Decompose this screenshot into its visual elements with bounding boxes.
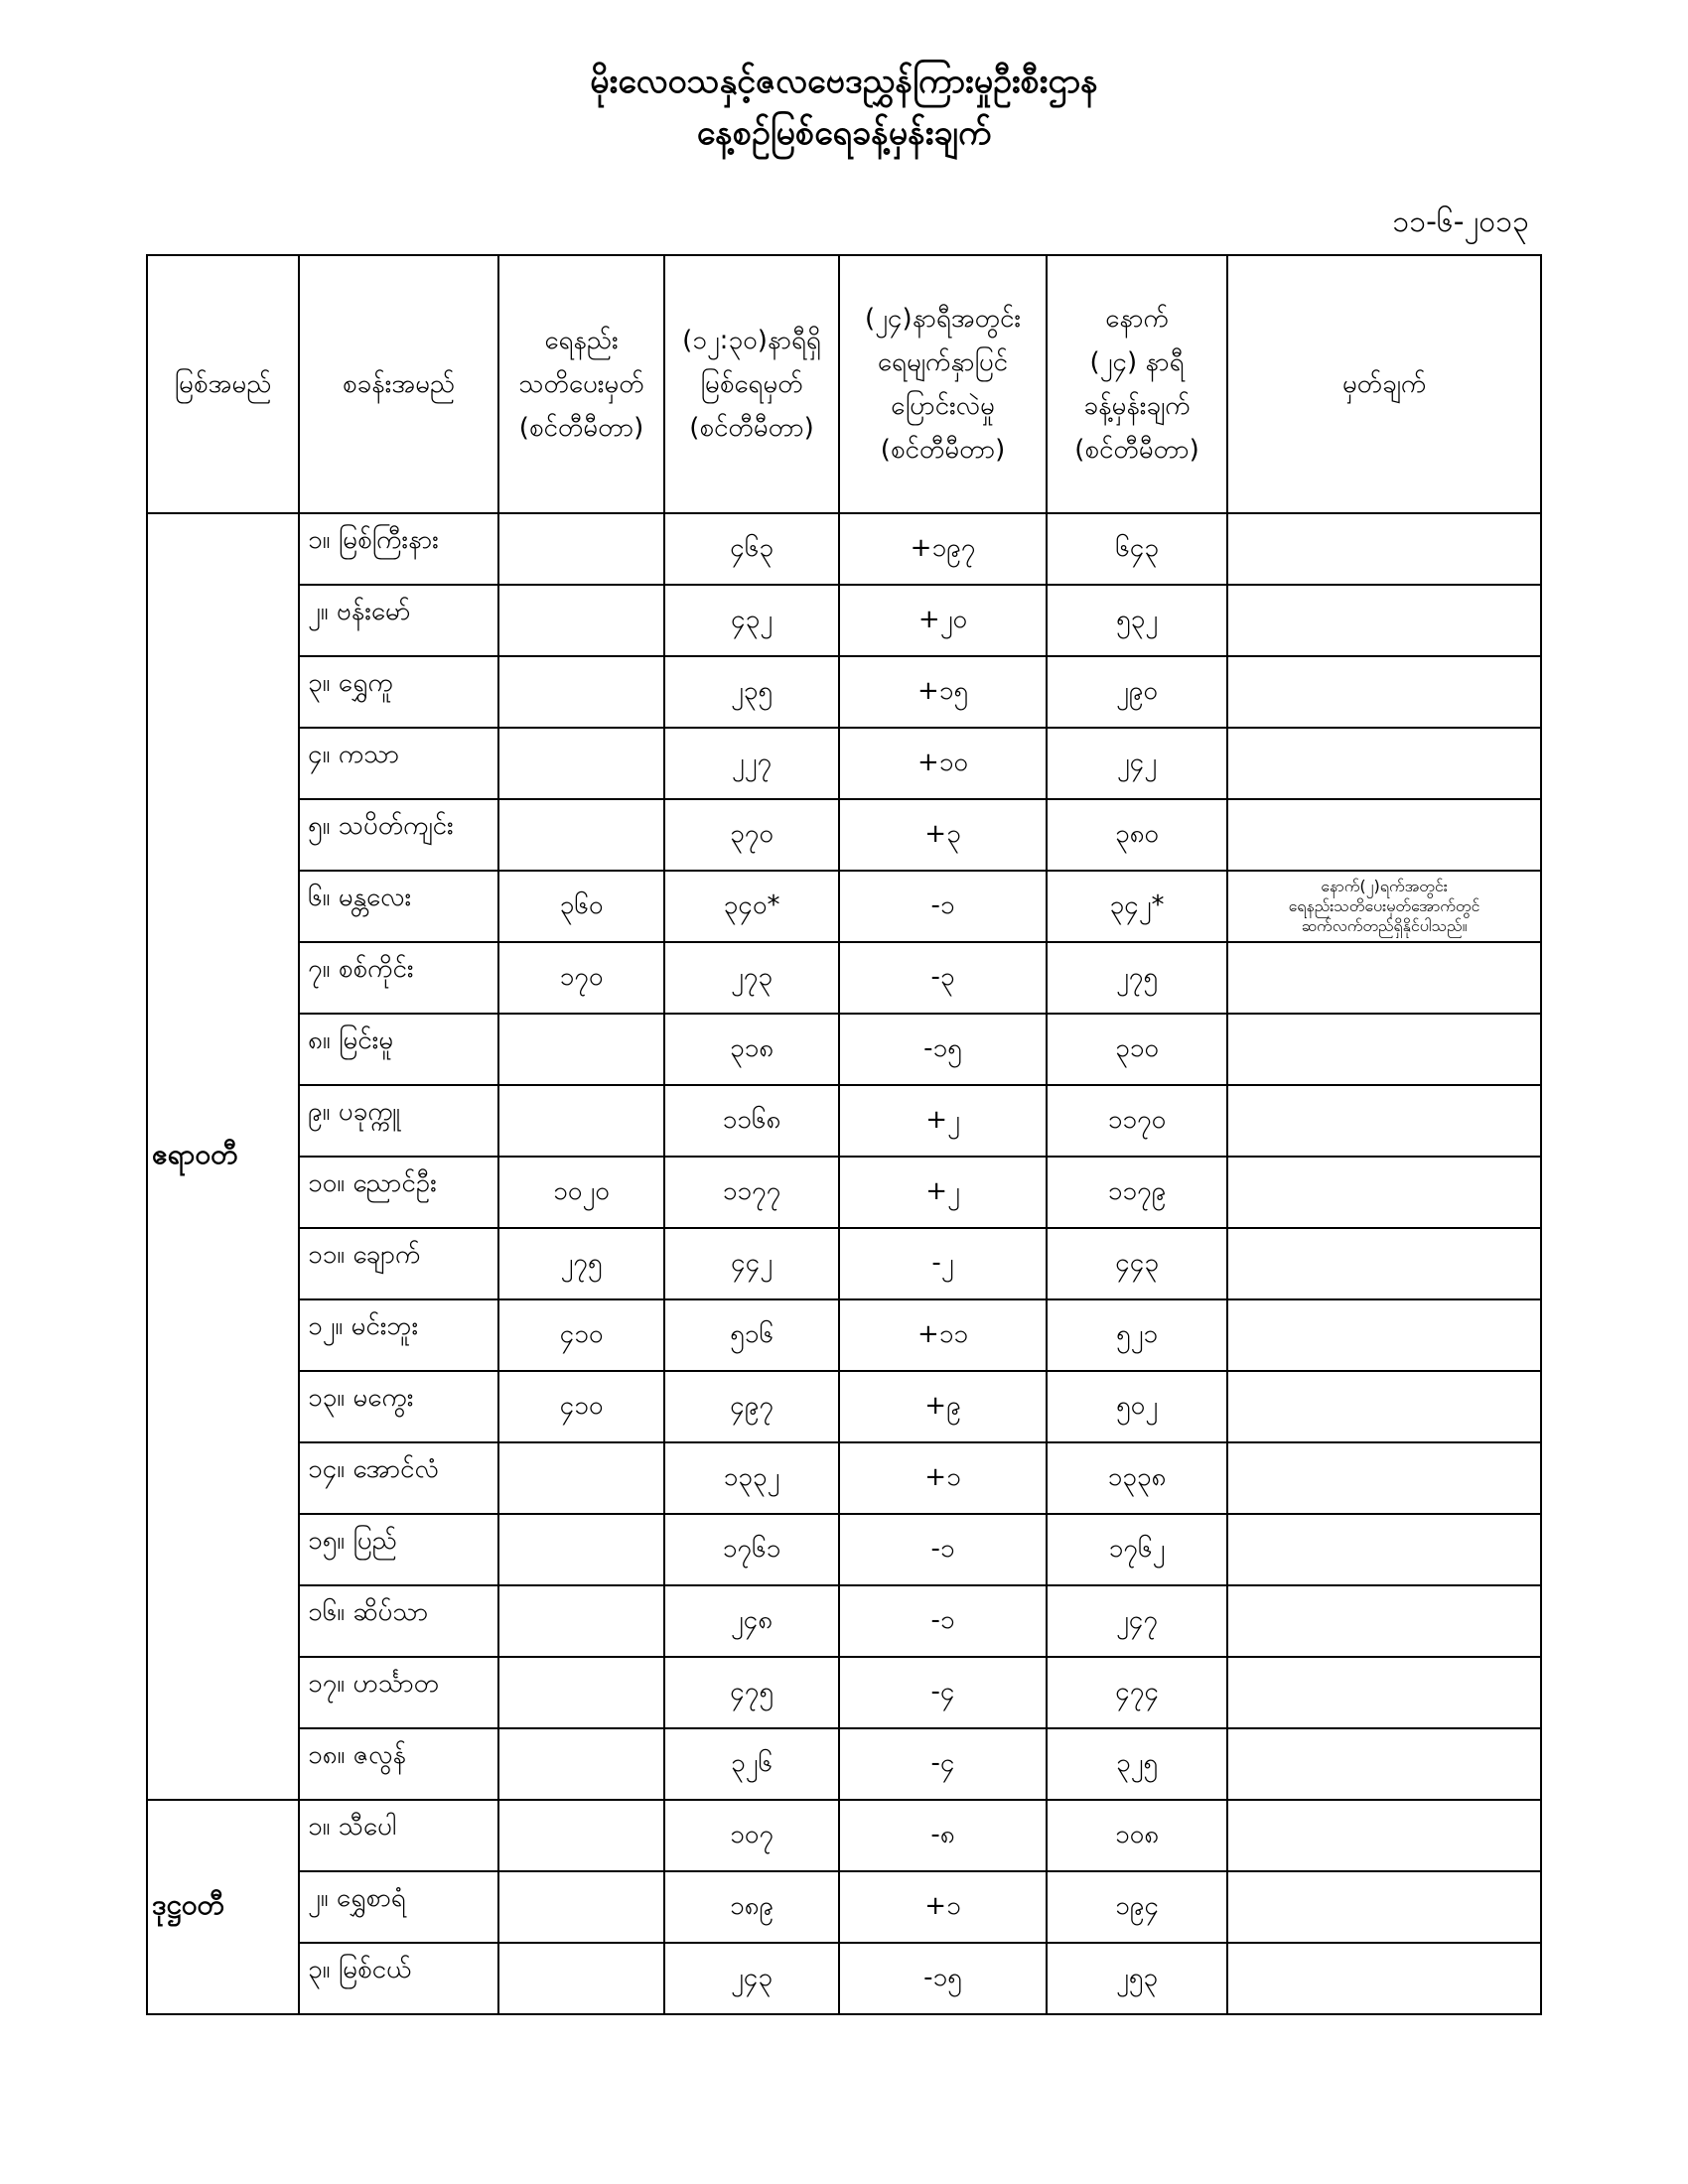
forecast-level-cell: ၁၀၈ xyxy=(1047,1800,1227,1871)
table-row xyxy=(147,1943,1541,2014)
level-change-cell: +၁ xyxy=(839,1871,1047,1943)
station-name-cell: ၇။ စစ်ကိုင်း xyxy=(299,942,498,1014)
table-row xyxy=(147,513,1541,585)
level-change-cell: +၁၀ xyxy=(839,728,1047,799)
station-name-cell: ၆။ မန္တလေး xyxy=(299,871,498,942)
station-name-cell: ၁။ သီပေါ xyxy=(299,1800,498,1871)
level-change-cell: -၄ xyxy=(839,1728,1047,1800)
level-change-cell: -၁ xyxy=(839,871,1047,942)
current-level-cell: ၄၉၇ xyxy=(664,1371,839,1442)
danger-level-cell xyxy=(498,728,664,799)
danger-level-cell xyxy=(498,585,664,656)
current-level-cell: ၁၇၆၁ xyxy=(664,1514,839,1585)
station-name-cell: ၁၇။ ဟင်္သာတ xyxy=(299,1657,498,1728)
danger-level-cell xyxy=(498,656,664,728)
remarks-cell xyxy=(1227,1800,1541,1871)
table-row xyxy=(147,1157,1541,1228)
table-header-row xyxy=(147,255,1541,513)
level-change-cell: -၁၅ xyxy=(839,1943,1047,2014)
station-name-cell: ၁၁။ ချောက် xyxy=(299,1228,498,1299)
forecast-level-cell: ၅၂၁ xyxy=(1047,1299,1227,1371)
danger-level-cell xyxy=(498,513,664,585)
table-row xyxy=(147,1085,1541,1157)
forecast-level-cell: ၄၄၃ xyxy=(1047,1228,1227,1299)
forecast-level-cell: ၃၁၀ xyxy=(1047,1014,1227,1085)
danger-level-cell xyxy=(498,1943,664,2014)
level-change-cell: -၁ xyxy=(839,1585,1047,1657)
level-change-cell: +၁၁ xyxy=(839,1299,1047,1371)
remarks-cell xyxy=(1227,1442,1541,1514)
col-header-current-level: (၁၂:၃၀)နာရီရှိ မြစ်ရေမှတ် (စင်တီမီတာ) xyxy=(664,255,839,513)
danger-level-cell: ၄၁၀ xyxy=(498,1299,664,1371)
remarks-cell xyxy=(1227,728,1541,799)
station-name-cell: ၃။ မြစ်ငယ် xyxy=(299,1943,498,2014)
col-header-forecast: နောက် (၂၄) နာရီ ခန့်မှန်းချက် (စင်တီမီတာ) xyxy=(1047,255,1227,513)
table-row xyxy=(147,1014,1541,1085)
danger-level-cell xyxy=(498,799,664,871)
level-change-cell: -၂ xyxy=(839,1228,1047,1299)
remarks-cell xyxy=(1227,799,1541,871)
danger-level-cell: ၁၀၂၀ xyxy=(498,1157,664,1228)
current-level-cell: ၅၁၆ xyxy=(664,1299,839,1371)
page-title: မိုးလေဝသနှင့်ဇလဗေဒညွှန်ကြားမှုဦးစီးဌာန xyxy=(590,62,1098,101)
remarks-cell xyxy=(1227,1871,1541,1943)
remarks-cell xyxy=(1227,656,1541,728)
forecast-level-cell: ၂၉၀ xyxy=(1047,656,1227,728)
table-row xyxy=(147,1228,1541,1299)
report-date: ၁၁-၆-၂၀၁၃ xyxy=(1392,205,1529,239)
current-level-cell: ၄၄၂ xyxy=(664,1228,839,1299)
level-change-cell: +၉ xyxy=(839,1371,1047,1442)
station-name-cell: ၂။ ဗန်းမော် xyxy=(299,585,498,656)
current-level-cell: ၄၇၅ xyxy=(664,1657,839,1728)
current-level-cell: ၂၂၇ xyxy=(664,728,839,799)
table-row xyxy=(147,1371,1541,1442)
current-level-cell: ၃၇၀ xyxy=(664,799,839,871)
table-row xyxy=(147,585,1541,656)
danger-level-cell: ၄၁၀ xyxy=(498,1371,664,1442)
table-row xyxy=(147,1585,1541,1657)
station-name-cell: ၁၂။ မင်းဘူး xyxy=(299,1299,498,1371)
current-level-cell: ၂၇၃ xyxy=(664,942,839,1014)
remarks-cell xyxy=(1227,871,1541,942)
danger-level-cell xyxy=(498,1514,664,1585)
current-level-cell: ၂၄၈ xyxy=(664,1585,839,1657)
level-change-cell: -၄ xyxy=(839,1657,1047,1728)
danger-level-cell xyxy=(498,1871,664,1943)
level-change-cell: +၂၀ xyxy=(839,585,1047,656)
forecast-level-cell: ၆၄၃ xyxy=(1047,513,1227,585)
col-header-danger-level: ရေနည်း သတိပေးမှတ် (စင်တီမီတာ) xyxy=(498,255,664,513)
remarks-line: နောက်(၂)ရက်အတွင်း xyxy=(1321,877,1448,895)
remarks-cell xyxy=(1227,1943,1541,2014)
station-name-cell: ၁၅။ ပြည် xyxy=(299,1514,498,1585)
remarks-cell xyxy=(1227,1657,1541,1728)
remarks-cell xyxy=(1227,585,1541,656)
remarks-cell xyxy=(1227,1085,1541,1157)
table-row xyxy=(147,728,1541,799)
col-header-remarks: မှတ်ချက် xyxy=(1227,255,1541,513)
station-name-cell: ၁၆။ ဆိပ်သာ xyxy=(299,1585,498,1657)
level-change-cell: +၂ xyxy=(839,1157,1047,1228)
remarks-cell xyxy=(1227,1157,1541,1228)
current-level-cell: ၂၃၅ xyxy=(664,656,839,728)
current-level-cell: ၁၁၇၇ xyxy=(664,1157,839,1228)
forecast-level-cell: ၂၄၂ xyxy=(1047,728,1227,799)
remarks-line: ရေနည်းသတိပေးမှတ်အောက်တွင် xyxy=(1288,896,1480,915)
danger-level-cell xyxy=(498,1657,664,1728)
table-row xyxy=(147,1299,1541,1371)
table-row xyxy=(147,1800,1541,1871)
level-change-cell: +၂ xyxy=(839,1085,1047,1157)
danger-level-cell xyxy=(498,1585,664,1657)
level-change-cell: +၃ xyxy=(839,799,1047,871)
current-level-cell: ၄၆၃ xyxy=(664,513,839,585)
station-name-cell: ၁၄။ အောင်လံ xyxy=(299,1442,498,1514)
table-row xyxy=(147,942,1541,1014)
col-header-river: မြစ်အမည် xyxy=(147,255,299,513)
danger-level-cell: ၃၆၀ xyxy=(498,871,664,942)
remarks-cell xyxy=(1227,1299,1541,1371)
station-name-cell: ၃။ ရွှေကူ xyxy=(299,656,498,728)
current-level-cell: ၁၃၃၂ xyxy=(664,1442,839,1514)
current-level-cell: ၁၁၆၈ xyxy=(664,1085,839,1157)
table-row xyxy=(147,871,1541,942)
page-subtitle: နေ့စဉ်မြစ်ရေခန့်မှန်းချက် xyxy=(696,113,992,153)
table-body xyxy=(147,513,1541,2014)
remarks-cell xyxy=(1227,942,1541,1014)
level-change-cell: -၁၅ xyxy=(839,1014,1047,1085)
current-level-cell: ၃၁၈ xyxy=(664,1014,839,1085)
remarks-cell xyxy=(1227,1014,1541,1085)
level-change-cell: -၃ xyxy=(839,942,1047,1014)
station-name-cell: ၁။ မြစ်ကြီးနား xyxy=(299,513,498,585)
col-header-station: စခန်းအမည် xyxy=(299,255,498,513)
river-name-cell: ဧရာဝတီ xyxy=(147,513,299,1800)
current-level-cell: ၁၈၉ xyxy=(664,1871,839,1943)
table-row xyxy=(147,656,1541,728)
forecast-level-cell: ၅၃၂ xyxy=(1047,585,1227,656)
table-row xyxy=(147,1728,1541,1800)
danger-level-cell: ၂၇၅ xyxy=(498,1228,664,1299)
current-level-cell: ၄၃၂ xyxy=(664,585,839,656)
danger-level-cell xyxy=(498,1085,664,1157)
forecast-level-cell: ၁၇၆၂ xyxy=(1047,1514,1227,1585)
danger-level-cell xyxy=(498,1442,664,1514)
table-row xyxy=(147,1657,1541,1728)
current-level-cell: ၁၀၇ xyxy=(664,1800,839,1871)
forecast-level-cell: ၁၉၄ xyxy=(1047,1871,1227,1943)
level-change-cell: +၁ xyxy=(839,1442,1047,1514)
forecast-level-cell: ၁၁၇၀ xyxy=(1047,1085,1227,1157)
forecast-level-cell: ၅၀၂ xyxy=(1047,1371,1227,1442)
remarks-cell xyxy=(1227,1728,1541,1800)
danger-level-cell: ၁၇၀ xyxy=(498,942,664,1014)
level-change-cell: +၁၅ xyxy=(839,656,1047,728)
forecast-level-cell: ၃၈၀ xyxy=(1047,799,1227,871)
remarks-cell xyxy=(1227,1514,1541,1585)
station-name-cell: ၁၀။ ညောင်ဦး xyxy=(299,1157,498,1228)
station-name-cell: ၄။ ကသာ xyxy=(299,728,498,799)
danger-level-cell xyxy=(498,1728,664,1800)
forecast-level-cell: ၃၄၂* xyxy=(1047,871,1227,942)
forecast-level-cell: ၄၇၄ xyxy=(1047,1657,1227,1728)
station-name-cell: ၁၃။ မကွေး xyxy=(299,1371,498,1442)
river-forecast-table xyxy=(146,254,1542,2015)
level-change-cell: -၈ xyxy=(839,1800,1047,1871)
col-header-change: (၂၄)နာရီအတွင်း ရေမျက်နှာပြင် ပြောင်းလဲမှု (စင်တီမီတာ) xyxy=(839,255,1047,513)
table-row xyxy=(147,1442,1541,1514)
forecast-level-cell: ၂၅၃ xyxy=(1047,1943,1227,2014)
forecast-level-cell: ၁၃၃၈ xyxy=(1047,1442,1227,1514)
station-name-cell: ၉။ ပခုက္ကူ xyxy=(299,1085,498,1157)
remarks-cell xyxy=(1227,1585,1541,1657)
current-level-cell: ၃၂၆ xyxy=(664,1728,839,1800)
station-name-cell: ၈။ မြင်းမူ xyxy=(299,1014,498,1085)
level-change-cell: +၁၉၇ xyxy=(839,513,1047,585)
forecast-level-cell: ၃၂၅ xyxy=(1047,1728,1227,1800)
station-name-cell: ၂။ ရွှေစာရံ xyxy=(299,1871,498,1943)
river-name-cell: ဒုဋ္ဌဝတီ xyxy=(147,1800,299,2014)
remarks-cell xyxy=(1227,513,1541,585)
remarks-line: ဆက်လက်တည်ရှိနိုင်ပါသည်။ xyxy=(1301,916,1468,935)
table-row xyxy=(147,799,1541,871)
current-level-cell: ၂၄၃ xyxy=(664,1943,839,2014)
remarks-cell xyxy=(1227,1228,1541,1299)
danger-level-cell xyxy=(498,1800,664,1871)
remarks-cell xyxy=(1227,1371,1541,1442)
forecast-level-cell: ၂၄၇ xyxy=(1047,1585,1227,1657)
forecast-level-cell: ၁၁၇၉ xyxy=(1047,1157,1227,1228)
danger-level-cell xyxy=(498,1014,664,1085)
station-name-cell: ၁၈။ ဇလွန် xyxy=(299,1728,498,1800)
forecast-level-cell: ၂၇၅ xyxy=(1047,942,1227,1014)
table-row xyxy=(147,1871,1541,1943)
station-name-cell: ၅။ သပိတ်ကျင်း xyxy=(299,799,498,871)
table-row xyxy=(147,1514,1541,1585)
current-level-cell: ၃၄၀* xyxy=(664,871,839,942)
level-change-cell: -၁ xyxy=(839,1514,1047,1585)
